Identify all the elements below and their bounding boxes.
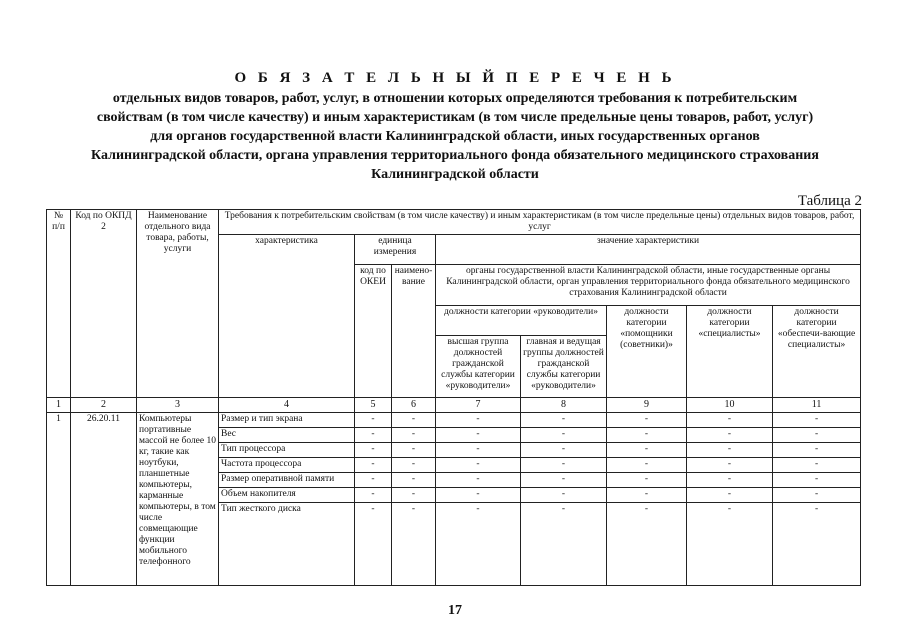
- column-number: 4: [219, 398, 355, 413]
- dash-cell: -: [607, 473, 687, 488]
- subtitle-line: свойствам (в том числе качеству) и иным характеристикам (в том числе предельные цены товаров, работ, услуг): [96, 110, 814, 125]
- column-number: 5: [355, 398, 392, 413]
- dash-cell: -: [773, 503, 861, 586]
- table-row: [47, 413, 861, 428]
- subtitle-line: для органов государственной власти Калининградской области, иных государственных органов: [150, 129, 760, 144]
- column-number: 8: [521, 398, 607, 413]
- dash-cell: -: [355, 443, 392, 458]
- col-header-num: № п/п: [47, 210, 71, 398]
- header-row: [47, 210, 861, 235]
- column-number: 1: [47, 398, 71, 413]
- column-number: 10: [687, 398, 773, 413]
- dash-cell: -: [436, 458, 521, 473]
- dash-cell: -: [687, 413, 773, 428]
- dash-cell: -: [392, 443, 436, 458]
- dash-cell: -: [521, 458, 607, 473]
- dash-cell: -: [687, 488, 773, 503]
- dash-cell: -: [392, 458, 436, 473]
- dash-cell: -: [607, 488, 687, 503]
- dash-cell: -: [773, 488, 861, 503]
- dash-cell: -: [687, 443, 773, 458]
- characteristic-cell: Частота процессора: [219, 458, 355, 473]
- col-header-okpd: Код по ОКПД 2: [71, 210, 137, 398]
- dash-cell: -: [687, 458, 773, 473]
- dash-cell: -: [436, 503, 521, 586]
- dash-cell: -: [521, 488, 607, 503]
- characteristic-cell: Тип жесткого диска: [219, 503, 355, 586]
- row-product-name: Компьютеры портативные массой не более 10 кг, такие как ноутбуки, планшетные компьютеры, карманные компьютеры, в том числе совмещающие функции мобильного телефонного: [137, 413, 219, 586]
- dash-cell: -: [773, 428, 861, 443]
- column-number: 2: [71, 398, 137, 413]
- dash-cell: -: [521, 503, 607, 586]
- subtitle-line: Калининградской области, органа управления территориального фонда обязательного медицинского страхования: [91, 148, 819, 163]
- dash-cell: -: [607, 503, 687, 586]
- requirements-table-wrapper: [46, 209, 861, 586]
- column-number: 9: [607, 398, 687, 413]
- document-title: О Б Я З А Т Е Л Ь Н Ы Й П Е Р Е Ч Е Н Ь: [234, 70, 676, 86]
- column-number: 3: [137, 398, 219, 413]
- dash-cell: -: [773, 413, 861, 428]
- subtitle-line: Калининградской области: [371, 167, 539, 182]
- dash-cell: -: [773, 473, 861, 488]
- col-header-highest-group: высшая группа должностей гражданской службы категории «руководители»: [436, 335, 521, 398]
- page-number: 17: [448, 603, 462, 618]
- characteristic-cell: Объем накопителя: [219, 488, 355, 503]
- col-header-specialists: должности категории «специалисты»: [687, 306, 773, 398]
- column-number: 11: [773, 398, 861, 413]
- dash-cell: -: [521, 413, 607, 428]
- col-header-values: значение характеристики: [436, 235, 861, 265]
- dash-cell: -: [392, 503, 436, 586]
- col-header-managers: должности категории «руководители»: [436, 306, 607, 336]
- dash-cell: -: [607, 428, 687, 443]
- document-subtitle: [40, 89, 870, 184]
- dash-cell: -: [521, 443, 607, 458]
- col-header-assistants: должности категории «помощники (советники)»: [607, 306, 687, 398]
- dash-cell: -: [436, 428, 521, 443]
- dash-cell: -: [436, 488, 521, 503]
- column-number: 6: [392, 398, 436, 413]
- characteristic-cell: Тип процессора: [219, 443, 355, 458]
- table-caption: Таблица 2: [797, 193, 862, 209]
- dash-cell: -: [436, 413, 521, 428]
- dash-cell: -: [687, 428, 773, 443]
- dash-cell: -: [687, 473, 773, 488]
- dash-cell: -: [773, 443, 861, 458]
- dash-cell: -: [687, 503, 773, 586]
- col-header-support: должности категории «обеспечи-вающие специалисты»: [773, 306, 861, 398]
- dash-cell: -: [355, 473, 392, 488]
- subtitle-line: отдельных видов товаров, работ, услуг, в отношении которых определяются требования к потребительским: [112, 91, 798, 106]
- col-header-main-group: главная и ведущая группы должностей гражданской службы категории «руководители»: [521, 335, 607, 398]
- col-header-characteristic: характеристика: [219, 235, 355, 398]
- col-header-name: Наименование отдельного вида товара, работы, услуги: [137, 210, 219, 398]
- characteristic-cell: Вес: [219, 428, 355, 443]
- dash-cell: -: [355, 428, 392, 443]
- column-number: 7: [436, 398, 521, 413]
- column-number-row: [47, 398, 861, 413]
- dash-cell: -: [392, 413, 436, 428]
- col-header-unit-name: наимено-вание: [392, 264, 436, 398]
- characteristic-cell: Размер оперативной памяти: [219, 473, 355, 488]
- col-header-requirements: Требования к потребительским свойствам (в том числе качеству) и иным характеристикам (в том числе предельные цены) отдельных видов товаров, работ, услуг: [219, 210, 861, 235]
- dash-cell: -: [607, 443, 687, 458]
- row-number: 1: [47, 413, 71, 586]
- row-okpd-code: 26.20.11: [71, 413, 137, 586]
- dash-cell: -: [392, 473, 436, 488]
- dash-cell: -: [773, 458, 861, 473]
- col-header-unit: единица измерения: [355, 235, 436, 265]
- dash-cell: -: [607, 458, 687, 473]
- col-header-authorities: органы государственной власти Калининградской области, иные государственные органы Калининградской области, орган управления территориального фонда обязательного медицинского страхования Калининградской области: [436, 264, 861, 306]
- dash-cell: -: [392, 428, 436, 443]
- dash-cell: -: [521, 473, 607, 488]
- dash-cell: -: [355, 488, 392, 503]
- dash-cell: -: [436, 443, 521, 458]
- dash-cell: -: [392, 488, 436, 503]
- col-header-unit-code: код по ОКЕИ: [355, 264, 392, 398]
- dash-cell: -: [436, 473, 521, 488]
- dash-cell: -: [355, 413, 392, 428]
- characteristic-cell: Размер и тип экрана: [219, 413, 355, 428]
- dash-cell: -: [607, 413, 687, 428]
- dash-cell: -: [355, 503, 392, 586]
- requirements-table: [46, 209, 861, 586]
- dash-cell: -: [521, 428, 607, 443]
- dash-cell: -: [355, 458, 392, 473]
